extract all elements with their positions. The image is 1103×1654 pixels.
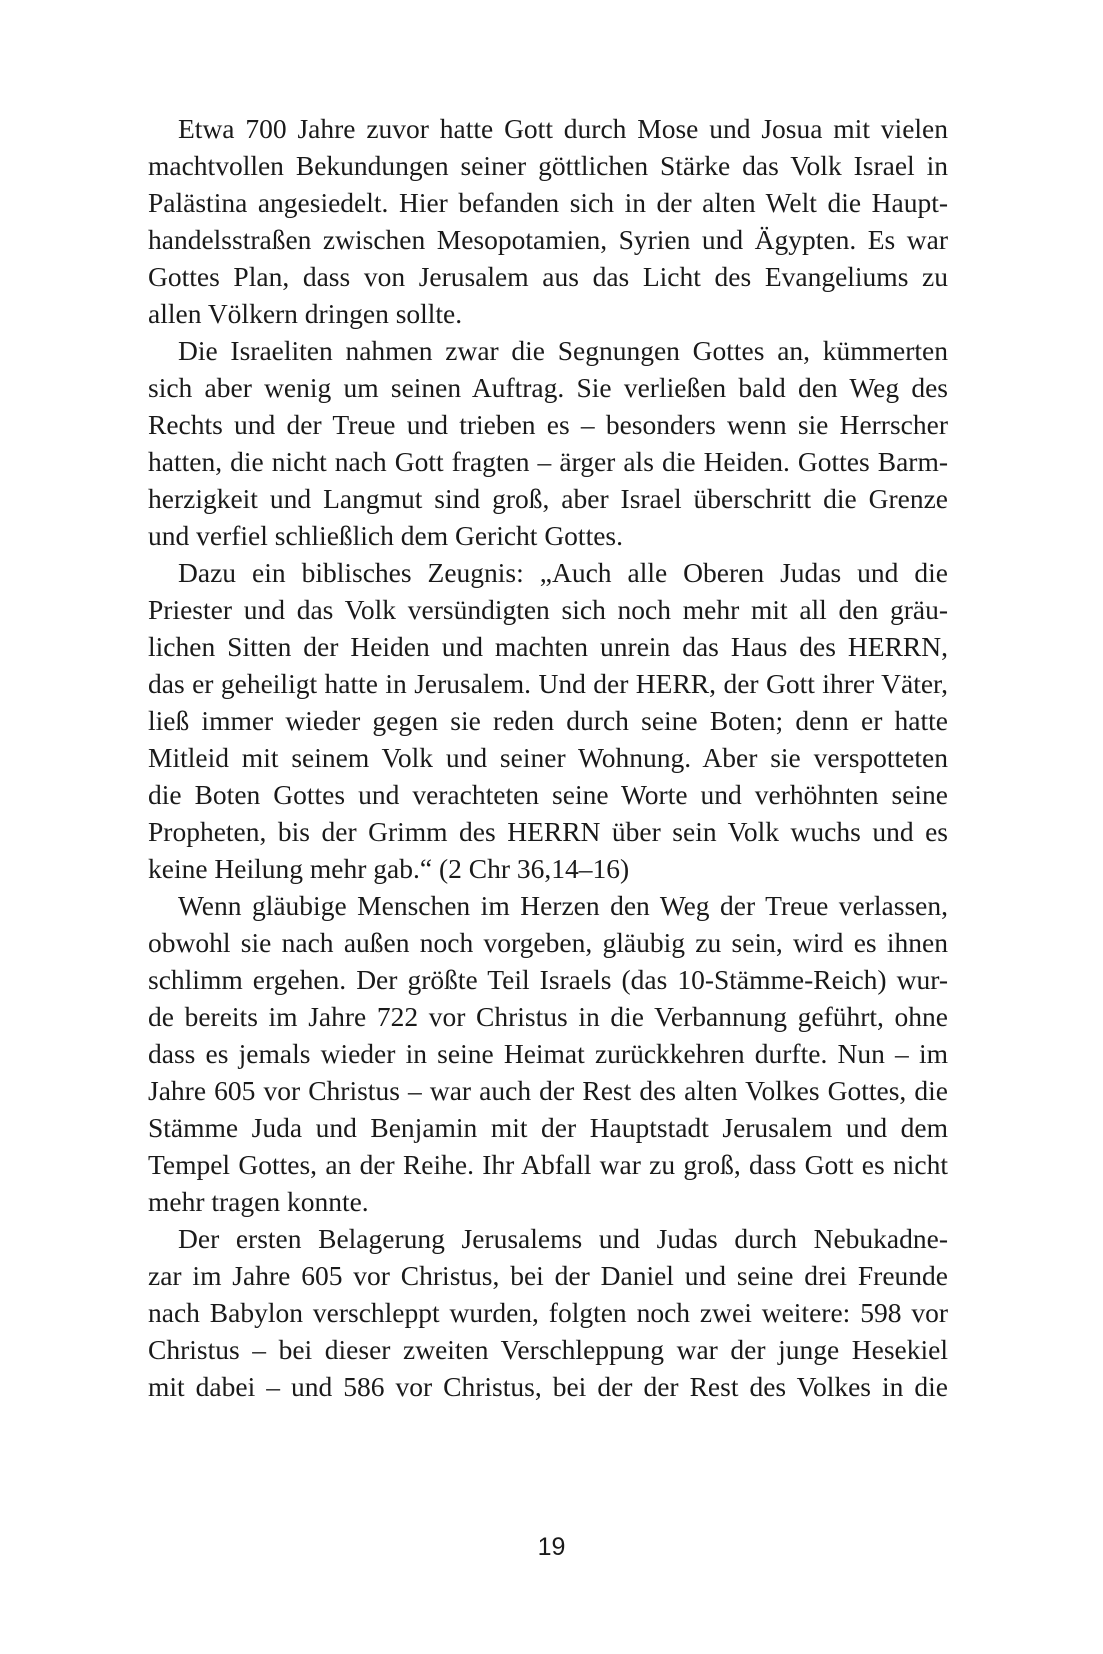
text-line: ließ immer wieder gegen sie reden durch seine Boten; denn er hatte <box>148 705 948 736</box>
text-line: handelsstraßen zwischen Mesopotamien, Syrien und Ägypten. Es war <box>148 224 948 255</box>
text-line: Die Israeliten nahmen zwar die Segnungen Gottes an, kümmerten <box>178 335 948 366</box>
body-text <box>148 110 948 1405</box>
text-line: schlimm ergehen. Der größte Teil Israels (das 10-Stämme-Reich) wur- <box>148 964 948 995</box>
text-line: Wenn gläubige Menschen im Herzen den Weg der Treue verlassen, <box>178 890 948 921</box>
text-line: die Boten Gottes und verachteten seine Worte und verhöhnten seine <box>148 779 948 810</box>
text-line: das er geheiligt hatte in Jerusalem. Und der HERR, der Gott ihrer Väter, <box>148 668 948 699</box>
text-line: lichen Sitten der Heiden und machten unrein das Haus des HERRN, <box>148 631 948 662</box>
text-line: obwohl sie nach außen noch vorgeben, gläubig zu sein, wird es ihnen <box>148 927 948 958</box>
text-line: Etwa 700 Jahre zuvor hatte Gott durch Mose und Josua mit vielen <box>178 113 948 144</box>
text-line: hatten, die nicht nach Gott fragten – ärger als die Heiden. Gottes Barm- <box>148 446 948 477</box>
text-line: machtvollen Bekundungen seiner göttlichen Stärke das Volk Israel in <box>148 150 948 181</box>
text-line: Propheten, bis der Grimm des HERRN über sein Volk wuchs und es <box>148 816 948 847</box>
text-line: keine Heilung mehr gab.“ (2 Chr 36,14–16) <box>148 853 630 884</box>
text-line: sich aber wenig um seinen Auftrag. Sie verließen bald den Weg des <box>148 372 948 403</box>
text-line: Dazu ein biblisches Zeugnis: „Auch alle Oberen Judas und die <box>178 557 948 588</box>
text-line: mit dabei – und 586 vor Christus, bei der der Rest des Volkes in die <box>148 1371 948 1402</box>
text-line: Tempel Gottes, an der Reihe. Ihr Abfall war zu groß, dass Gott es nicht <box>148 1149 948 1180</box>
text-line: Jahre 605 vor Christus – war auch der Rest des alten Volkes Gottes, die <box>148 1075 948 1106</box>
text-line: zar im Jahre 605 vor Christus, bei der Daniel und seine drei Freunde <box>148 1260 948 1291</box>
text-line: herzigkeit und Langmut sind groß, aber Israel überschritt die Grenze <box>148 483 948 514</box>
text-line: Der ersten Belagerung Jerusalems und Judas durch Nebukadne- <box>178 1223 948 1254</box>
text-line: mehr tragen konnte. <box>148 1186 369 1217</box>
text-line: Mitleid mit seinem Volk und seiner Wohnung. Aber sie verspotteten <box>148 742 948 773</box>
text-line: allen Völkern dringen sollte. <box>148 298 463 329</box>
text-line: nach Babylon verschleppt wurden, folgten noch zwei weitere: 598 vor <box>148 1297 948 1328</box>
text-line: de bereits im Jahre 722 vor Christus in die Verbannung geführt, ohne <box>148 1001 948 1032</box>
text-line: Palästina angesiedelt. Hier befanden sich in der alten Welt die Haupt- <box>148 187 948 218</box>
text-line: Christus – bei dieser zweiten Verschleppung war der junge Hesekiel <box>148 1334 948 1365</box>
page-number: 19 <box>537 1533 566 1561</box>
text-line: dass es jemals wieder in seine Heimat zurückkehren durfte. Nun – im <box>148 1038 948 1069</box>
text-line: Rechts und der Treue und trieben es – besonders wenn sie Herrscher <box>148 409 948 440</box>
text-line: Priester und das Volk versündigten sich noch mehr mit all den gräu- <box>148 594 948 625</box>
text-line: Gottes Plan, dass von Jerusalem aus das Licht des Evangeliums zu <box>148 261 948 292</box>
text-line: und verfiel schließlich dem Gericht Gottes. <box>148 520 623 551</box>
text-line: Stämme Juda und Benjamin mit der Hauptstadt Jerusalem und dem <box>148 1112 948 1143</box>
